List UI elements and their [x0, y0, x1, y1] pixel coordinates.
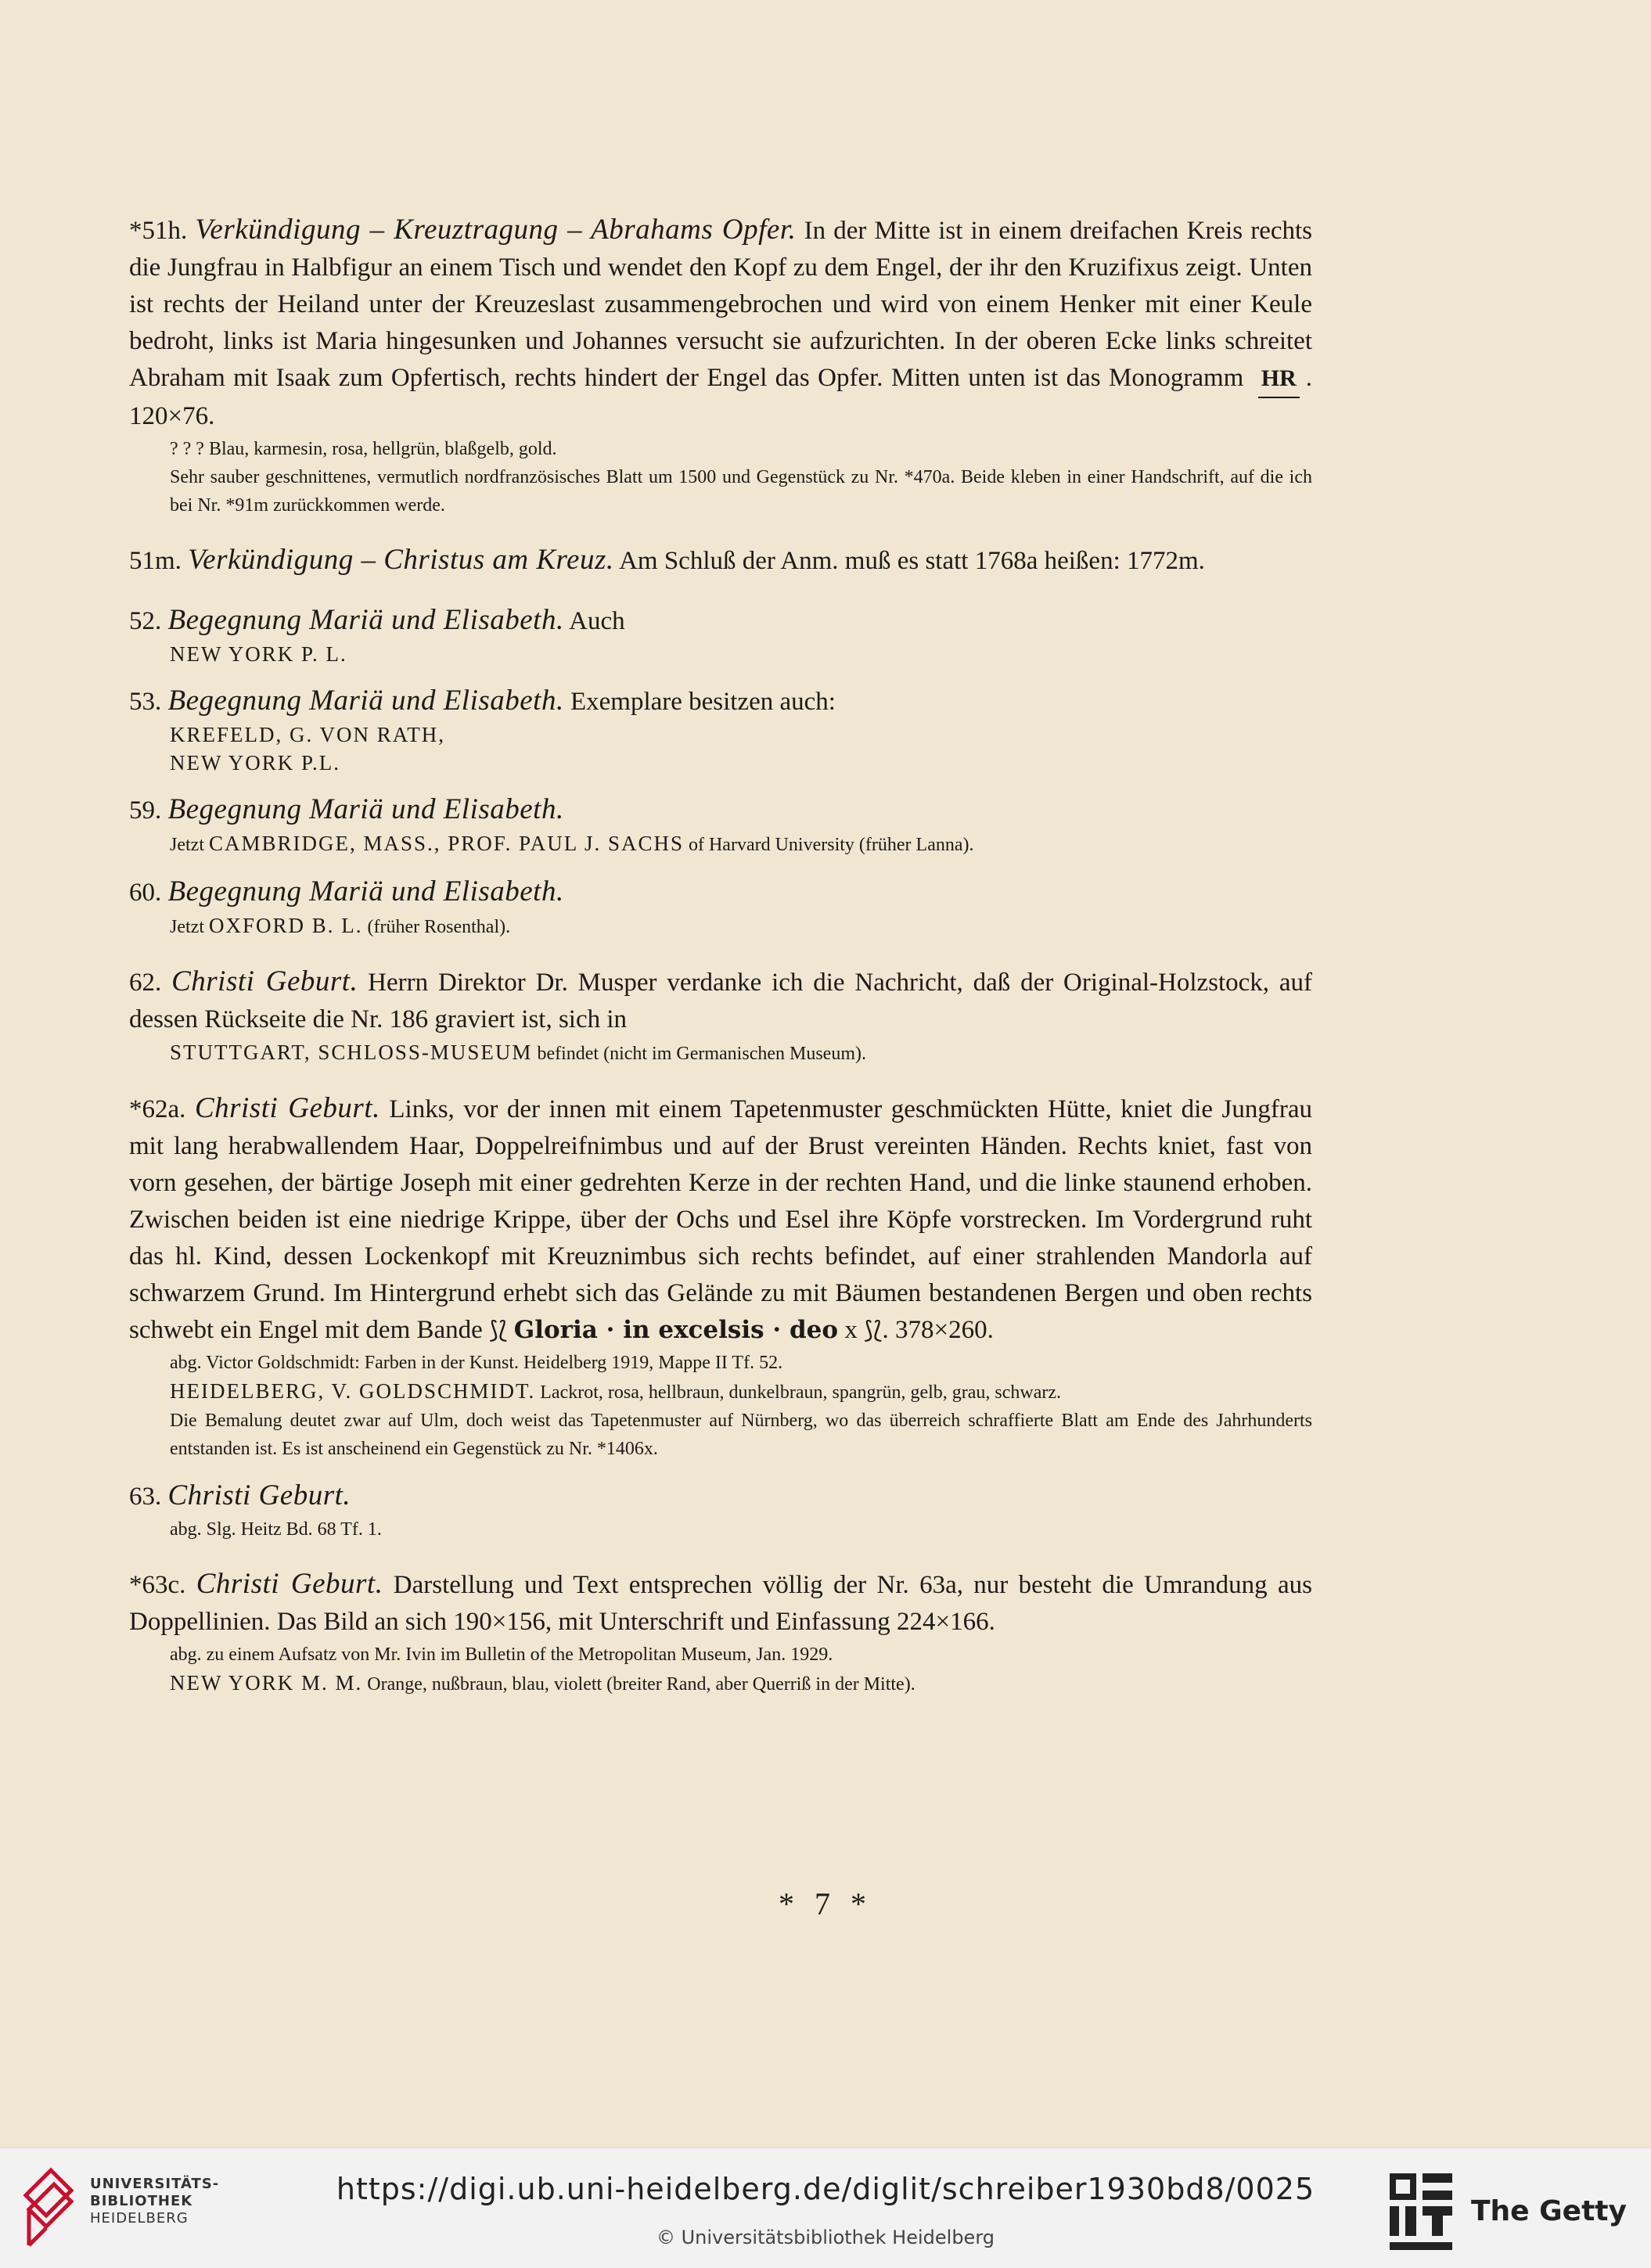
entry-51h	[129, 211, 1312, 519]
entry-60	[129, 873, 1312, 941]
getty-name[interactable]: The Getty	[1471, 2195, 1627, 2227]
collection-location: HEIDELBERG, V. GOLDSCHMIDT.	[170, 1379, 536, 1403]
entry-note: abg. Slg. Heitz Bd. 68 Tf. 1.	[170, 1519, 382, 1540]
copyright-notice: © Universitätsbibliothek Heidelberg	[656, 2227, 995, 2248]
entry-text: Darstellung und Text entsprechen völlig der Nr. 63a, nur besteht die Umrandung aus Doppellinien. Das Bild an sich 190×156, mit Unterschrift und Einfassung 224×166.	[129, 1571, 1312, 1636]
entry-body	[129, 211, 1312, 435]
page-content	[129, 211, 1312, 1698]
entry-size: . 378×260.	[882, 1316, 994, 1344]
entry-text: Exemplare besitzen auch:	[570, 688, 836, 716]
entry-number: 63.	[129, 1483, 162, 1511]
entry-title: Christi Geburt.	[196, 1568, 383, 1600]
entry-text: Links, vor der innen mit einem Tapetenmuster geschmückten Hütte, kniet die Jungfrau mit lang herabwallendem Haar, Doppelreifnimbus und auf der Brust vereinten Händen. Rechts kniet, fast von vorn gesehen, der bärtige Joseph mit einer gedrehten Kerze in der rechten Hand, und die linke staunend erhoben. Zwischen beiden ist eine niedrige Krippe, über der Ochs und Esel ihre Köpfe vorstrecken. Im Vordergrund ruht das hl. Kind, dessen Lockenkopf mit Kreuznimbus sich rechts befindet, auf einer strahlenden Mandorla auf schwarzem Grund. Im Hintergrund erhebt sich das Gelände zu mit Bäumen bestandenen Bergen und oben rechts schwebt ein Engel mit dem Bande	[129, 1095, 1312, 1344]
entry-title: Christi Geburt.	[194, 1092, 380, 1124]
entry-number: *62a.	[129, 1095, 186, 1123]
inscription-x: x	[844, 1316, 858, 1344]
entry-title: Begegnung Mariä und Elisabeth.	[167, 604, 564, 636]
entry-52	[129, 602, 1312, 668]
entry-title: Begegnung Mariä und Elisabeth.	[167, 793, 564, 825]
library-name-line: HEIDELBERG	[90, 2210, 189, 2227]
entry-title: Christi Geburt.	[171, 965, 358, 997]
entry-note	[170, 829, 1312, 859]
entry-63	[129, 1477, 1312, 1544]
entry-number: 51m.	[129, 547, 182, 575]
entry-number: 60.	[129, 879, 162, 907]
entry-number: 53.	[129, 688, 162, 716]
permalink-url[interactable]: https://digi.ub.uni-heidelberg.de/diglit/schreiber1930bd8/0025	[336, 2172, 1315, 2206]
entry-59	[129, 791, 1312, 859]
entry-title: Begegnung Mariä und Elisabeth.	[167, 875, 564, 908]
note-prefix: Jetzt	[170, 835, 204, 855]
entry-text: Am Schluß der Anm. muß es statt 1768a heißen: 1772m.	[619, 547, 1205, 575]
page-number: * 7 *	[779, 1886, 872, 1921]
entry-body	[129, 791, 1312, 829]
entry-body	[129, 1477, 1312, 1515]
entry-size: . 120×76.	[129, 364, 1312, 430]
entry-53	[129, 682, 1312, 777]
entry-number: *63c.	[129, 1571, 186, 1599]
entry-number: *51h.	[129, 217, 188, 245]
entry-text: Herrn Direktor Dr. Musper verdanke ich die Nachricht, daß der Original-Holzstock, auf dessen Rückseite die Nr. 186 graviert ist, sich in	[129, 969, 1313, 1033]
entry-51m	[129, 541, 1312, 580]
note-suffix: (früher Rosenthal).	[367, 917, 511, 937]
entry-title: Verkündigung – Christus am Kreuz.	[188, 544, 614, 576]
entry-body	[129, 602, 1312, 640]
entry-body	[129, 1565, 1312, 1641]
monogram-mark: HR	[1258, 360, 1300, 398]
collection-location: OXFORD B. L.	[208, 914, 363, 937]
entry-body	[129, 963, 1312, 1038]
note-prefix: Jetzt	[170, 917, 204, 937]
collection-location: KREFELD, G. VON RATH,	[170, 723, 446, 746]
entry-note: Die Bemalung deutet zwar auf Ulm, doch weist das Tapetenmuster auf Nürnberg, wo das überreich schraffierte Blatt am Ende des Jahrhunderts entstanden ist. Es ist anscheinend ein Gegenstück zu Nr. *1406x.	[170, 1411, 1312, 1459]
entry-number: 52.	[129, 607, 162, 635]
entry-note	[170, 911, 1312, 941]
entry-title: Verkündigung – Kreuztragung – Abrahams Opfer.	[195, 214, 797, 246]
note-colors: Orange, nußbraun, blau, violett (breiter Rand, aber Querriß in der Mitte).	[367, 1674, 915, 1695]
entry-text: Auch	[569, 607, 625, 635]
collection-location: NEW YORK M. M.	[170, 1671, 363, 1695]
collection-location: CAMBRIDGE, MASS., PROF. PAUL J. SACHS	[208, 832, 684, 855]
gothic-inscription: Gloria · in excelsis · deo	[513, 1316, 839, 1344]
entry-number: 59.	[129, 796, 162, 825]
banderole-ornament: ⟆⟅	[864, 1317, 883, 1343]
entry-body	[129, 873, 1312, 911]
entry-note: abg. Victor Goldschmidt: Farben in der Kunst. Heidelberg 1919, Mappe II Tf. 52.	[170, 1353, 783, 1373]
entry-title: Christi Geburt.	[167, 1479, 351, 1511]
library-name-line: BIBLIOTHEK	[90, 2193, 193, 2209]
getty-logo-icon[interactable]	[1387, 2170, 1455, 2256]
entry-note	[170, 1669, 1312, 1698]
collection-location: NEW YORK P.L.	[170, 751, 341, 775]
note-suffix: of Harvard University (früher Lanna).	[688, 835, 974, 855]
entry-note: ? ? ? Blau, karmesin, rosa, hellgrün, blaßgelb, gold.	[170, 439, 557, 459]
banderole-ornament: ⟆⟅	[489, 1317, 508, 1343]
library-name-line: UNIVERSITÄTS-	[90, 2176, 220, 2192]
entry-body	[129, 541, 1312, 580]
note-suffix: befindet (nicht im Germanischen Museum).	[537, 1044, 866, 1064]
entry-63c	[129, 1565, 1312, 1698]
entry-62a	[129, 1090, 1312, 1463]
entry-note	[170, 1377, 1312, 1407]
entry-text: In der Mitte ist in einem dreifachen Kreis rechts die Jungfrau in Halbfigur an einem Tisch und wendet den Kopf zu dem Engel, der ihr den Kruzifixus zeigt. Unten ist rechts der Heiland unter der Kreuzeslast zusammengebrochen und wird von einem Henker mit einer Keule bedroht, links ist Maria hingesunken und Johannes versucht sie aufzurichten. In der oberen Ecke links schreitet Abraham mit Isaak zum Opfertisch, rechts hindert der Engel das Opfer. Mitten unten ist das Monogramm	[129, 217, 1313, 392]
entry-note: abg. zu einem Aufsatz von Mr. Ivin im Bulletin of the Metropolitan Museum, Jan. 1929.	[170, 1644, 833, 1665]
entry-title: Begegnung Mariä und Elisabeth.	[167, 685, 564, 717]
entry-62	[129, 963, 1312, 1068]
entry-number: 62.	[129, 969, 162, 997]
entry-note: Sehr sauber geschnittenes, vermutlich nordfranzösisches Blatt um 1500 und Gegenstück zu Nr. *470a. Beide kleben in einer Handschrift, auf die ich bei Nr. *91m zurückkommen werde.	[170, 467, 1312, 516]
note-colors: Lackrot, rosa, hellbraun, dunkelbraun, spangrün, gelb, grau, schwarz.	[540, 1382, 1062, 1403]
collection-location: NEW YORK P. L.	[170, 642, 347, 666]
entry-body	[129, 682, 1312, 721]
entry-note	[170, 1038, 1312, 1068]
entry-body	[129, 1090, 1312, 1349]
viewer-footer	[0, 2148, 1651, 2268]
collection-location: STUTTGART, SCHLOSS-MUSEUM	[170, 1041, 533, 1064]
